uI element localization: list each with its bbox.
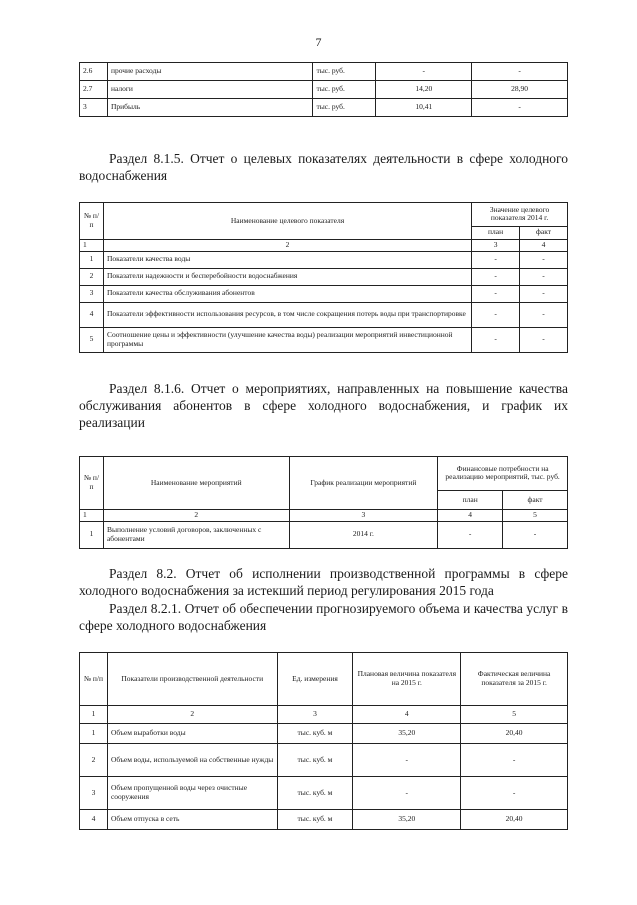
header-value: Значение целевого показателя 2014 г.	[472, 203, 568, 227]
table-row	[80, 810, 568, 830]
row-fact: -	[520, 302, 568, 327]
row-fact: -	[461, 777, 568, 810]
index-cell: 2	[107, 706, 277, 724]
row-label: Объем выработки воды	[107, 724, 277, 744]
target-indicators-table	[79, 202, 568, 353]
row-schedule: 2014 г.	[289, 521, 438, 548]
row-label: Прибыль	[107, 99, 313, 117]
header-name: Наименование целевого показателя	[103, 203, 471, 240]
row-label: Выполнение условий договоров, заключенных с абонентами	[103, 521, 289, 548]
row-fact: -	[520, 285, 568, 302]
row-fact: -	[520, 327, 568, 352]
header-plan: Плановая величина показателя на 2015 г.	[353, 653, 461, 706]
header-fact: факт	[520, 226, 568, 240]
row-fact: -	[520, 251, 568, 268]
row-plan: 14,20	[376, 81, 472, 99]
row-label: Объем воды, используемой на собственные нужды	[107, 744, 277, 777]
header-num: № п/п	[80, 203, 104, 240]
row-label: Соотношение цены и эффективности (улучшение качества воды) реализации мероприятий инвестиционной программы	[103, 327, 471, 352]
header-schedule: График реализации мероприятий	[289, 457, 438, 510]
row-number: 5	[80, 327, 104, 352]
row-plan: -	[472, 302, 520, 327]
section-8-1-6-heading: Раздел 8.1.6. Отчет о мероприятиях, направленных на повышение качества обслуживания абонентов в сфере холодного водоснабжения, и график их реализации	[79, 381, 568, 430]
row-number: 3	[80, 99, 108, 117]
index-row	[80, 510, 568, 522]
index-cell: 4	[520, 240, 568, 252]
row-fact: -	[472, 63, 568, 81]
row-number: 2.6	[80, 63, 108, 81]
row-plan: -	[472, 285, 520, 302]
row-number: 3	[80, 777, 108, 810]
header-fact: факт	[503, 490, 568, 509]
row-label: налоги	[107, 81, 313, 99]
index-cell: 1	[80, 510, 104, 522]
index-cell: 4	[353, 706, 461, 724]
row-number: 3	[80, 285, 104, 302]
header-unit: Ед. измерения	[277, 653, 353, 706]
header-name: Показатели производственной деятельности	[107, 653, 277, 706]
row-number: 2	[80, 268, 104, 285]
row-plan: -	[472, 251, 520, 268]
row-label: Показатели качества обслуживания абонентов	[103, 285, 471, 302]
row-unit: тыс. куб. м	[277, 810, 353, 830]
row-plan: 35,20	[353, 724, 461, 744]
row-number: 1	[80, 521, 104, 548]
row-plan: -	[353, 777, 461, 810]
row-fact: 20,40	[461, 724, 568, 744]
measures-table	[79, 456, 568, 549]
table-row	[80, 251, 568, 268]
index-row	[80, 240, 568, 252]
row-unit: тыс. куб. м	[277, 744, 353, 777]
header-plan: план	[438, 490, 503, 509]
header-num: № п/п	[80, 457, 104, 510]
table-row	[80, 302, 568, 327]
row-unit: тыс. куб. м	[277, 724, 353, 744]
index-cell: 5	[503, 510, 568, 522]
row-fact: 20,40	[461, 810, 568, 830]
table-row	[80, 285, 568, 302]
row-fact: -	[461, 744, 568, 777]
index-cell: 4	[438, 510, 503, 522]
row-unit: тыс. руб.	[313, 81, 376, 99]
row-number: 1	[80, 724, 108, 744]
row-number: 1	[80, 251, 104, 268]
row-plan: 10,41	[376, 99, 472, 117]
index-row	[80, 706, 568, 724]
row-plan: 35,20	[353, 810, 461, 830]
table-row	[80, 63, 568, 81]
table-row	[80, 99, 568, 117]
row-label: Показатели эффективности использования ресурсов, в том числе сокращения потерь воды при транспортировке	[103, 302, 471, 327]
index-cell: 5	[461, 706, 568, 724]
row-plan: -	[353, 744, 461, 777]
table-row	[80, 81, 568, 99]
row-number: 2	[80, 744, 108, 777]
table-row	[80, 744, 568, 777]
row-fact: 28,90	[472, 81, 568, 99]
row-plan: -	[438, 521, 503, 548]
row-label: Показатели надежности и бесперебойности водоснабжения	[103, 268, 471, 285]
expenses-table	[79, 62, 568, 117]
row-label: Объем пропущенной воды через очистные сооружения	[107, 777, 277, 810]
table-row	[80, 521, 568, 548]
row-label: прочие расходы	[107, 63, 313, 81]
page-number: 7	[315, 35, 322, 49]
index-cell: 3	[289, 510, 438, 522]
row-label: Объем отпуска в сеть	[107, 810, 277, 830]
row-fact: -	[472, 99, 568, 117]
row-unit: тыс. руб.	[313, 99, 376, 117]
row-number: 2.7	[80, 81, 108, 99]
index-cell: 1	[80, 706, 108, 724]
row-fact: -	[520, 268, 568, 285]
index-cell: 3	[277, 706, 353, 724]
row-label: Показатели качества воды	[103, 251, 471, 268]
row-number: 4	[80, 302, 104, 327]
row-plan: -	[472, 268, 520, 285]
index-cell: 2	[103, 510, 289, 522]
row-unit: тыс. куб. м	[277, 777, 353, 810]
header-name: Наименование мероприятий	[103, 457, 289, 510]
header-num: № п/п	[80, 653, 108, 706]
index-cell: 3	[472, 240, 520, 252]
row-unit: тыс. руб.	[313, 63, 376, 81]
table-row	[80, 724, 568, 744]
index-cell: 2	[103, 240, 471, 252]
header-finance: Финансовые потребности на реализацию мероприятий, тыс. руб.	[438, 457, 568, 491]
index-cell: 1	[80, 240, 104, 252]
row-fact: -	[503, 521, 568, 548]
header-fact: Фактическая величина показателя за 2015 г.	[461, 653, 568, 706]
table-row	[80, 327, 568, 352]
production-program-table	[79, 652, 568, 830]
section-8-2-heading: Раздел 8.2. Отчет об исполнении производственной программы в сфере холодного водоснабжения за истекший период регулирования 2015 года	[79, 566, 568, 598]
table-row	[80, 268, 568, 285]
section-8-1-5-heading: Раздел 8.1.5. Отчет о целевых показателях деятельности в сфере холодного водоснабжения	[79, 151, 568, 183]
row-number: 4	[80, 810, 108, 830]
row-plan: -	[472, 327, 520, 352]
header-plan: план	[472, 226, 520, 240]
row-plan: -	[376, 63, 472, 81]
section-8-2-1-heading: Раздел 8.2.1. Отчет об обеспечении прогнозируемого объема и качества услуг в сфере холодного водоснабжения	[79, 601, 568, 633]
table-row	[80, 777, 568, 810]
